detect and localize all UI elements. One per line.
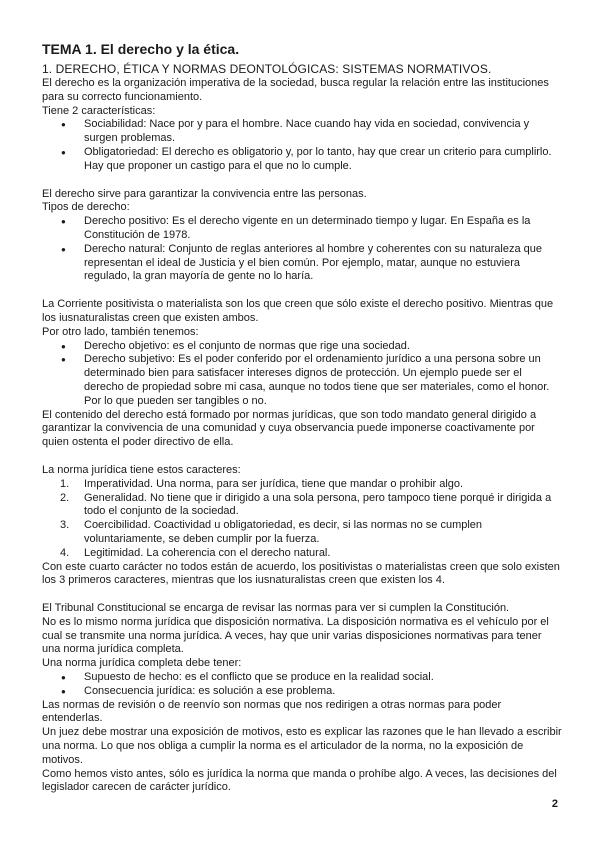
list-item: ● Derecho positivo: Es el derecho vigente en un determinado tiempo y lugar. En España es la Constitución de 1978. bbox=[42, 215, 562, 243]
paragraph-positivism: La Corriente positivista o materialista son los que creen que sólo existe el derecho positivo. Mientras que los iusnaturalistas creen que existen ambos. bbox=[42, 298, 554, 324]
law-types-list bbox=[42, 215, 562, 284]
paragraph-constitutional-court: El Tribunal Constitucional se encarga de revisar las normas para ver si cumplen la Constitución. bbox=[42, 602, 510, 615]
paragraph-characteristics-intro: Tiene 2 características: bbox=[42, 104, 156, 117]
paragraph-purpose: El derecho sirve para garantizar la convivencia entre las personas. bbox=[42, 187, 367, 200]
objective-subjective-list bbox=[42, 340, 562, 409]
paragraph-definition: El derecho es la organización imperativa de la sociedad, busca regular la relación entre las instituciones para su correcto funcionamiento. bbox=[42, 77, 549, 103]
paragraph-fourth-character: Con este cuarto carácter no todos están de acuerdo, los positivistas o materialistas creen que solo existen los 3 primeros caracteres, mientras que los iusnaturalistas creen que existen los 4. bbox=[42, 560, 560, 587]
paragraph-types-intro: Tipos de derecho: bbox=[42, 201, 130, 214]
paragraph-judge-motives: Un juez debe mostrar una exposición de motivos, esto es explicar las razones que le han llevado a escribir una norma. Lo que nos obliga a cumplir la norma es el articulador de la norma, no la exposición de motivos. bbox=[42, 726, 562, 766]
list-item: ● Supuesto de hecho: es el conflicto que se produce en la realidad social. bbox=[42, 671, 562, 685]
paragraph-complete-norm-intro: Una norma jurídica completa debe tener: bbox=[42, 657, 242, 670]
document-title: TEMA 1. El derecho y la ética. bbox=[42, 41, 240, 57]
complete-norm-list bbox=[42, 671, 562, 699]
paragraph-also: Por otro lado, también tenemos: bbox=[42, 325, 199, 338]
list-item: ● Obligatoriedad: El derecho es obligatorio y, por lo tanto, hay que crear un criterio para cumplirlo. Hay que proponer un castigo para el que no lo cumple. bbox=[42, 146, 562, 174]
list-item: 3. Coercibilidad. Coactividad u obligatoriedad, es decir, si las normas no se cumplen voluntariamente, se deben cumplir por la fuerza. bbox=[60, 519, 483, 545]
norm-characters-list bbox=[42, 478, 562, 561]
list-item: ● Consecuencia jurídica: es solución a ese problema. bbox=[42, 685, 562, 699]
list-item: ● Derecho subjetivo: Es el poder conferido por el ordenamiento jurídico a una persona sobre un determinado bien para satisfacer intereses dignos de protección. Un ejemplo puede ser el derecho de propiedad sobre mi casa, aunque no todos tiene que ser materiales, como el honor. Por lo que pueden ser tangibles o no. bbox=[42, 353, 562, 408]
paragraph-norm-characters-intro: La norma jurídica tiene estos caracteres: bbox=[42, 463, 241, 476]
list-item: ● Derecho objetivo: es el conjunto de normas que rige una sociedad. bbox=[42, 340, 562, 354]
document-page bbox=[42, 40, 562, 795]
paragraph-legal-norms: El contenido del derecho está formado por normas jurídicas, que son todo mandato general dirigido a garantizar la convivencia de una comunidad y cuya observancia puede imponerse coactivamente por quien ostenta el poder directivo de ella. bbox=[42, 408, 537, 449]
paragraph-referral-norms: Las normas de revisión o de reenvío son normas que nos redirigen a otras normas para poder entenderlas. bbox=[42, 698, 502, 725]
characteristics-list bbox=[42, 118, 562, 173]
paragraph-legislator: Como hemos visto antes, sólo es jurídica la norma que manda o prohíbe algo. A veces, las decisiones del legislador carecen de carácter jurídico. bbox=[42, 767, 557, 794]
list-item: ● Derecho natural: Conjunto de reglas anteriores al hombre y coherentes con su naturaleza que representan el ideal de Justicia y el bien común. Por ejemplo, matar, aunque no estuviera regulado, la gran mayoría de gente no lo haría. bbox=[42, 243, 562, 284]
paragraph-normative-disposition: No es lo mismo norma jurídica que disposición normativa. La disposición normativa es el vehículo por el cual se transmite una norma jurídica. A veces, hay que unir varias disposiciones normativas para tener una norma jurídica completa. bbox=[42, 615, 549, 656]
list-item: 4. Legitimidad. La coherencia con el derecho natural. bbox=[60, 546, 331, 559]
list-item: 1. Imperatividad. Una norma, para ser jurídica, tiene que mandar o prohibir algo. bbox=[60, 477, 464, 490]
page-number: 2 bbox=[551, 798, 558, 810]
section-heading: 1. DERECHO, ÉTICA Y NORMAS DEONTOLÓGICAS: SISTEMAS NORMATIVOS. bbox=[42, 62, 492, 76]
list-item: 2. Generalidad. No tiene que ir dirigido a una sola persona, pero tampoco tiene porqué ir dirigida a todo el conjunto de la sociedad. bbox=[60, 491, 552, 518]
list-item: ● Sociabilidad: Nace por y para el hombre. Nace cuando hay vida en sociedad, convivencia y surgen problemas. bbox=[42, 118, 562, 146]
